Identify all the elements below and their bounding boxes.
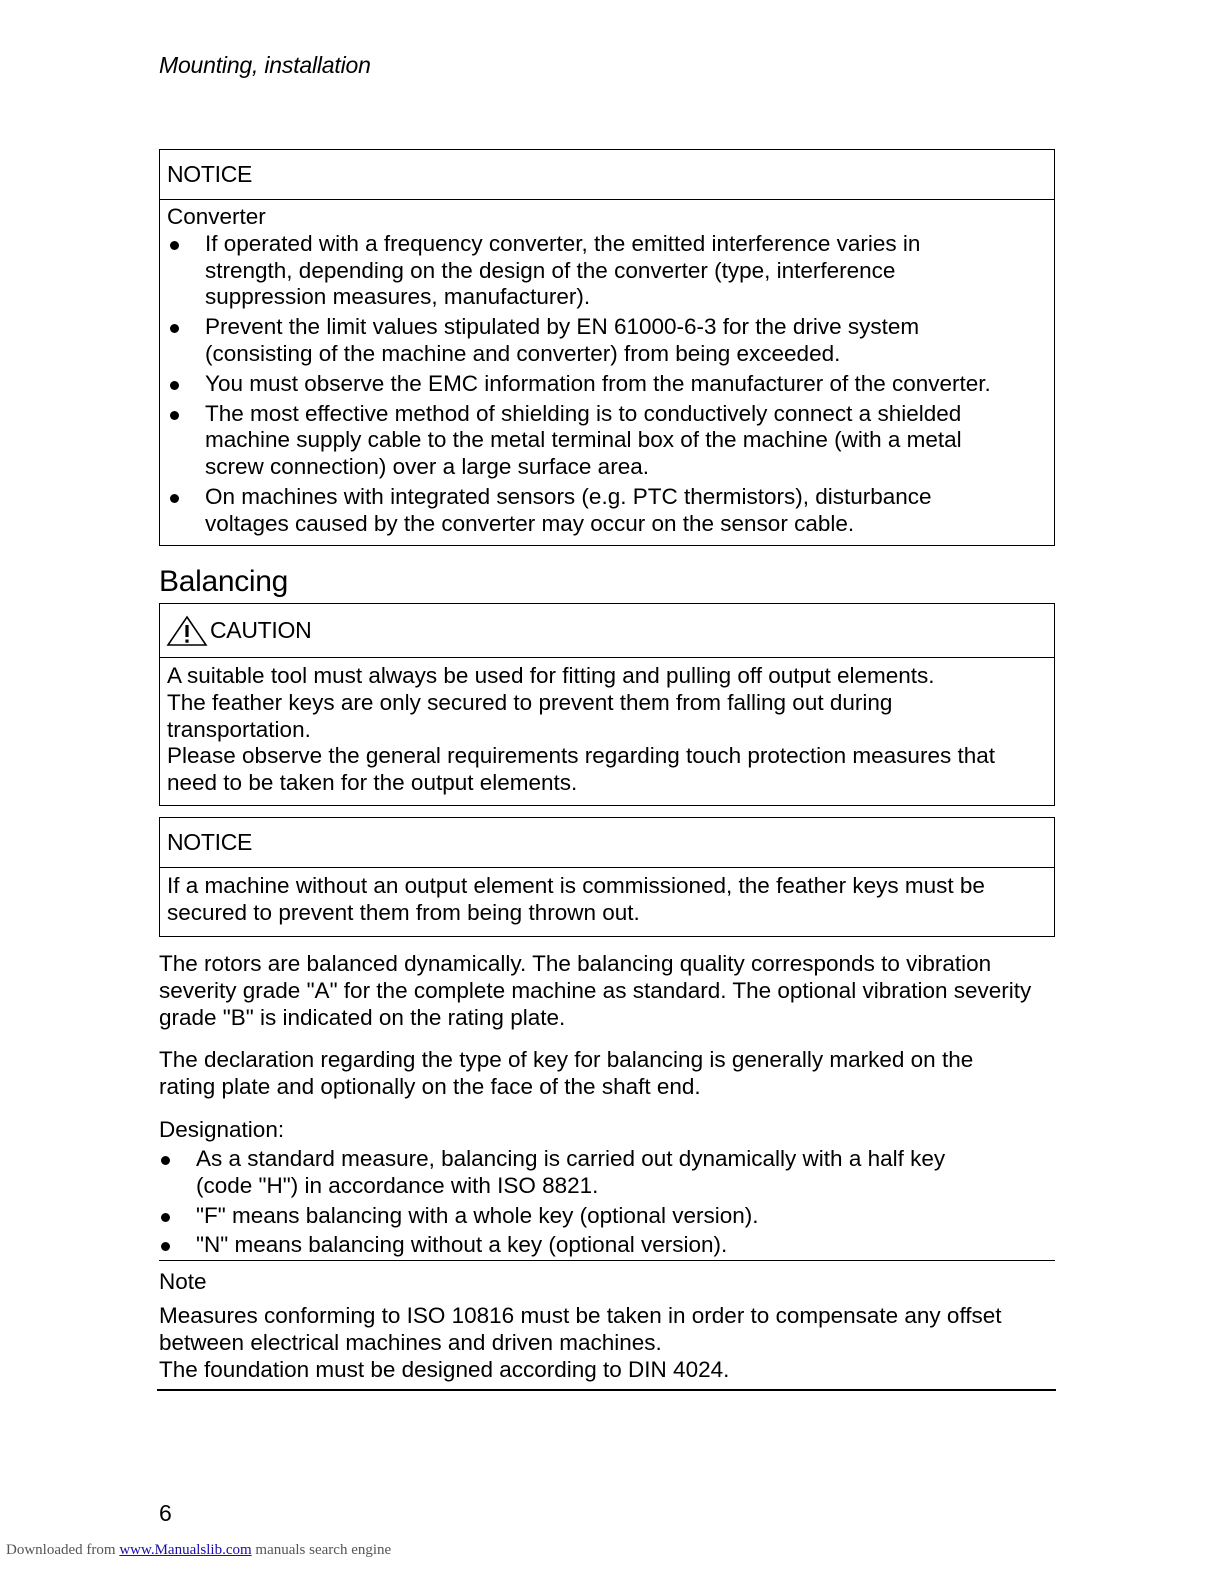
note-line: Measures conforming to ISO 10816 must be taken in order to compensate any offset between electrical machines and driven machines. <box>159 1303 1002 1355</box>
caution-line: A suitable tool must always be used for fitting and pulling off output elements. <box>167 663 935 688</box>
designation-list <box>159 1146 1019 1259</box>
section-title: Balancing <box>159 565 289 598</box>
balancing-paragraph: The rotors are balanced dynamically. The balancing quality corresponds to vibration severity grade "A" for the complete machine as standard. The optional vibration severity grade "B" is indicated on the rating plate. <box>159 951 1032 1030</box>
list-item: The most effective method of shielding is to conductively connect a shielded machine supply cable to the metal terminal box of the machine (with a metal screw connection) over a large surface area. <box>167 401 1020 481</box>
warning-triangle-icon <box>166 615 208 647</box>
running-header: Mounting, installation <box>159 52 371 78</box>
designation-label: Designation: <box>159 1117 285 1142</box>
manualslib-link[interactable]: www.Manualslib.com <box>119 1542 252 1558</box>
note-top-rule <box>159 1260 1055 1261</box>
list-item: You must observe the EMC information from the manufacturer of the converter. <box>167 371 1047 398</box>
caution-line: The feather keys are only secured to prevent them from falling out during transportation. <box>167 689 893 742</box>
caution-line: Please observe the general requirements regarding touch protection measures that need to be taken for the output elements. <box>167 743 995 796</box>
notice-converter-box <box>159 149 1055 546</box>
list-item: If operated with a frequency converter, the emitted interference varies in strength, depending on the design of the converter (type, interference suppression measures, manufacturer). <box>167 231 975 311</box>
list-item: On machines with integrated sensors (e.g. PTC thermistors), disturbance voltages caused by the converter may occur on the sensor cable. <box>167 484 995 538</box>
download-footer <box>6 1542 391 1559</box>
list-item: Prevent the limit values stipulated by EN 61000-6-3 for the drive system (consisting of the machine and converter) from being exceeded. <box>167 314 975 368</box>
note-heading: Note <box>159 1269 207 1294</box>
notice-heading: NOTICE <box>160 150 1054 200</box>
list-item: "F" means balancing with a whole key (optional version). <box>159 1203 1019 1230</box>
notice-heading: NOTICE <box>160 818 1054 868</box>
footer-prefix: Downloaded from <box>6 1542 116 1558</box>
converter-list <box>167 231 1047 538</box>
caution-box <box>159 603 1055 806</box>
list-item: As a standard measure, balancing is carried out dynamically with a half key (code "H") in accordance with ISO 8821. <box>159 1146 956 1200</box>
caution-heading: CAUTION <box>210 617 312 643</box>
list-item: "N" means balancing without a key (optional version). <box>159 1232 1019 1259</box>
notice-subheading: Converter <box>167 204 266 229</box>
footer-suffix: manuals search engine <box>255 1542 392 1558</box>
notice-feather-keys-box <box>159 817 1055 937</box>
page-number: 6 <box>159 1500 172 1526</box>
notice-text: If a machine without an output element is commissioned, the feather keys must be secured to prevent them from being thrown out. <box>167 873 985 925</box>
note-line: The foundation must be designed according to DIN 4024. <box>159 1357 730 1382</box>
note-bottom-rule <box>157 1389 1056 1391</box>
key-declaration-paragraph: The declaration regarding the type of key for balancing is generally marked on the rating plate and optionally on the face of the shaft end. <box>159 1047 974 1099</box>
